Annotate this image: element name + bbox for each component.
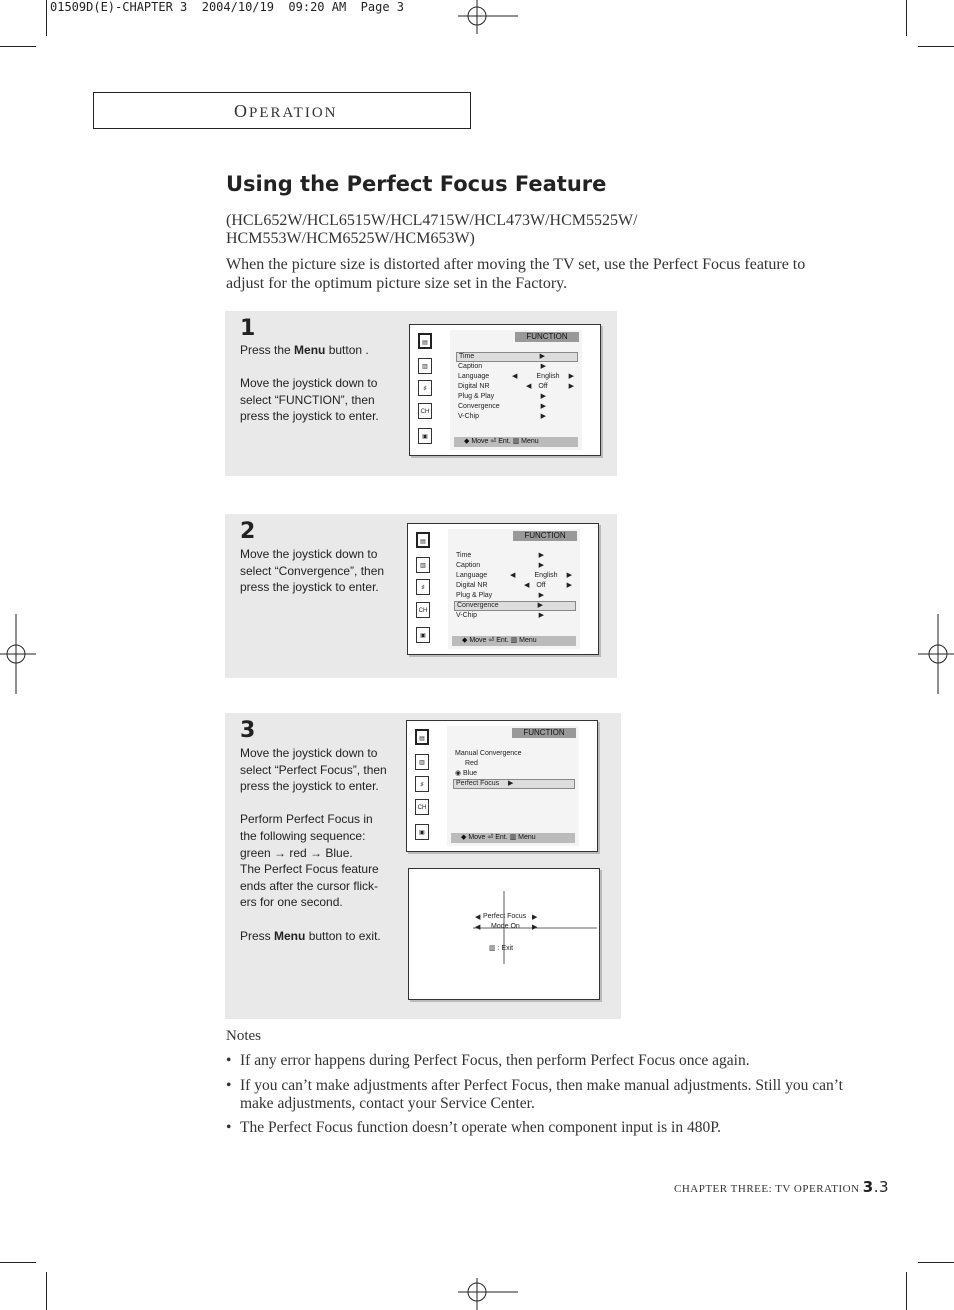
- menu-item: [454, 571, 576, 581]
- arrow-right-icon: ▶: [539, 353, 545, 360]
- crop-mark: [906, 1272, 907, 1310]
- arrow-right-icon: ▶: [538, 612, 544, 619]
- channel-icon: CH: [418, 403, 432, 419]
- sound-icon: ▥: [416, 557, 430, 573]
- menu-item-label: Convergence: [458, 403, 500, 410]
- registration-mark-right: [918, 614, 954, 694]
- antenna-icon: ♯: [415, 776, 429, 792]
- menu-item: [456, 382, 578, 392]
- setup-icon: ▣: [416, 627, 430, 643]
- setup-icon: ▣: [415, 824, 429, 840]
- antenna-icon: ♯: [416, 579, 430, 595]
- step-3-menu-screen: [406, 720, 598, 852]
- page-title: Using the Perfect Focus Feature: [226, 172, 607, 196]
- note-item: [226, 1052, 856, 1070]
- menu-title: FUNCTION: [512, 728, 576, 738]
- menu-item-label: Caption: [458, 363, 483, 370]
- menu-item-label: Plug & Play: [458, 393, 495, 400]
- arrow-right-icon: ▶: [540, 403, 546, 410]
- step-2-text: Move the joystick down to select “Convergence”, then press the joystick to enter.: [240, 547, 385, 595]
- step-1-text-b: button .: [325, 343, 369, 357]
- menu-item: [453, 769, 575, 779]
- crop-mark: [0, 1262, 36, 1263]
- note-text: If you can’t make adjustments after Perfect Focus, then make manual adjustments. Still you can’t make adjustments, contact your Service Center.: [240, 1077, 843, 1112]
- menu-item-value: English: [534, 572, 558, 579]
- menu-hint-bar: ◆ Move ⏎ Ent. ▥ Menu: [451, 833, 575, 843]
- menu-heading: [453, 749, 575, 759]
- page-number-minor: .3: [873, 1178, 890, 1196]
- step-3-text-b: Perform Perfect Focus in the following sequence: green → red → Blue.: [240, 812, 373, 860]
- crosshair-graphic: [409, 869, 599, 999]
- page-number-major: 3: [862, 1178, 874, 1196]
- step-2-number: 2: [240, 519, 256, 544]
- arrow-left-icon: ◀: [510, 572, 516, 579]
- menu-item: [453, 779, 575, 789]
- step-3-text-c: The Perfect Focus feature ends after the cursor flick-ers for one second.: [240, 862, 379, 910]
- arrow-right-icon: ▶: [508, 780, 514, 787]
- arrow-left-icon: ◀: [524, 582, 530, 589]
- exit-hint: ▥ : Exit: [489, 945, 514, 952]
- arrow-right-icon: ▶: [566, 572, 572, 579]
- menu-item-label: Red: [465, 760, 478, 767]
- arrow-right-icon: ▶: [568, 383, 574, 390]
- menu-item-value: English: [536, 373, 560, 380]
- menu-item-label: Blue: [463, 770, 478, 777]
- step-2-menu-screen: [407, 523, 599, 655]
- step-1-menu-word: Menu: [294, 343, 326, 357]
- menu-item-value: Off: [536, 582, 546, 589]
- menu-item: [454, 591, 576, 601]
- intro-paragraph: When the picture size is distorted after moving the TV set, use the Perfect Focus feature to adjust for the optimum picture size set in the Factory.: [226, 256, 806, 292]
- menu-item-label: Time: [459, 353, 475, 360]
- crop-mark: [918, 1262, 954, 1263]
- section-label: [234, 101, 338, 122]
- sound-icon: ▥: [418, 358, 432, 374]
- notes-heading: Notes: [226, 1028, 261, 1044]
- note-text: If any error happens during Perfect Focus, then perform Perfect Focus once again.: [240, 1052, 750, 1069]
- menu-title: FUNCTION: [515, 332, 579, 342]
- mode-on-label: Mode On: [491, 923, 520, 930]
- step-3-number: 3: [240, 718, 256, 743]
- menu-item: [453, 759, 575, 769]
- registration-mark-top: [458, 0, 518, 34]
- perfect-focus-screen: [408, 868, 600, 1000]
- menu-item: [456, 372, 578, 382]
- menu-item: [456, 362, 578, 372]
- crop-mark: [46, 1272, 47, 1310]
- menu-item-label: V-Chip: [458, 413, 480, 420]
- menu-item-value: Off: [538, 383, 548, 390]
- menu-item-label: V-Chip: [456, 612, 478, 619]
- registration-mark-left: [0, 614, 36, 694]
- menu-title: FUNCTION: [513, 531, 577, 541]
- note-item: [226, 1077, 856, 1113]
- menu-item-label: Language: [456, 572, 488, 579]
- menu-item-label: Perfect Focus: [456, 780, 500, 787]
- channel-icon: CH: [416, 602, 430, 618]
- print-code: 01509D(E)-CHAPTER 3 2004/10/19 09:20 AM Page 3: [50, 0, 405, 14]
- note-text: The Perfect Focus function doesn’t operate when component input is in 480P.: [240, 1119, 721, 1136]
- arrow-right-icon: ▶: [566, 582, 572, 589]
- menu-area: [447, 726, 579, 846]
- menu-item: [454, 601, 576, 611]
- bullet-icon: •: [226, 1119, 232, 1136]
- arrow-right-icon: ▶: [540, 363, 546, 370]
- perfect-focus-label: Perfect Focus: [483, 913, 527, 920]
- menu-item: [456, 352, 578, 362]
- bullet-icon: •: [226, 1077, 232, 1094]
- picture-icon: ▤: [415, 729, 429, 745]
- crop-mark: [46, 0, 47, 36]
- arrow-right-icon: ▶: [538, 562, 544, 569]
- step-1-text: [240, 342, 392, 425]
- crop-mark: [918, 46, 954, 47]
- registration-mark-bottom: [458, 1278, 518, 1310]
- step-1-text-c: Move the joystick down to select “FUNCTION”, then press the joystick to enter.: [240, 376, 379, 424]
- menu-heading-label: Manual Convergence: [455, 750, 522, 757]
- picture-icon: ▤: [418, 333, 432, 349]
- arrow-right-icon: ▶: [538, 552, 544, 559]
- section-label-rest: PERATION: [249, 105, 338, 121]
- arrow-right-icon: ▶: [540, 413, 546, 420]
- menu-item: [454, 561, 576, 571]
- menu-item: [456, 412, 578, 422]
- menu-area: [448, 529, 580, 649]
- arrow-left-icon: ◀: [475, 924, 481, 931]
- arrow-right-icon: ▶: [568, 373, 574, 380]
- step-3-text: [240, 745, 388, 944]
- section-label-initial: O: [234, 101, 249, 121]
- arrow-left-icon: ◀: [475, 914, 481, 921]
- arrow-left-icon: ◀: [526, 383, 532, 390]
- menu-hint-bar: ◆ Move ⏎ Ent. ▥ Menu: [452, 636, 576, 646]
- step-3-text-d-post: button to exit.: [305, 928, 381, 943]
- arrow-right-icon: ▶: [532, 914, 538, 921]
- step-3-text-a: Move the joystick down to select “Perfect Focus”, then press the joystick to enter.: [240, 746, 387, 794]
- note-item: [226, 1119, 856, 1137]
- menu-item: [456, 392, 578, 402]
- menu-item: [454, 551, 576, 561]
- menu-item: [456, 402, 578, 412]
- step-3-text-d-pre: Press: [240, 928, 275, 943]
- menu-item-label: Convergence: [457, 602, 499, 609]
- menu-item-label: Caption: [456, 562, 481, 569]
- menu-hint-bar: ◆ Move ⏎ Ent. ▥ Menu: [454, 437, 578, 447]
- step-1-text-a: Press the: [240, 343, 295, 357]
- step-1-number: 1: [240, 316, 256, 341]
- sound-icon: ▥: [415, 754, 429, 770]
- crop-mark: [906, 0, 907, 36]
- crop-mark: [0, 46, 36, 47]
- arrow-right-icon: ▶: [538, 592, 544, 599]
- chapter-label: CHAPTER THREE: TV OPERATION: [674, 1183, 860, 1195]
- arrow-left-icon: ◀: [512, 373, 518, 380]
- menu-item-label: Language: [458, 373, 490, 380]
- menu-item-label: Digital NR: [456, 582, 488, 589]
- arrow-right-icon: ▶: [540, 393, 546, 400]
- menu-item-label: Plug & Play: [456, 592, 493, 599]
- menu-item-label: Time: [456, 552, 472, 559]
- antenna-icon: ♯: [418, 380, 432, 396]
- menu-area: [450, 330, 582, 450]
- menu-item-label: Digital NR: [458, 383, 490, 390]
- radio-icon: ◉: [455, 770, 462, 777]
- picture-icon: ▤: [416, 532, 430, 548]
- channel-icon: CH: [415, 799, 429, 815]
- setup-icon: ▣: [418, 428, 432, 444]
- page-number: [863, 1178, 889, 1196]
- menu-item: [454, 611, 576, 621]
- step-3-menu-word: Menu: [274, 928, 306, 943]
- model-list: (HCL652W/HCL6515W/HCL4715W/HCL473W/HCM5525W/ HCM553W/HCM6525W/HCM653W): [226, 212, 638, 247]
- step-1-menu-screen: [409, 324, 601, 456]
- arrow-right-icon: ▶: [537, 602, 543, 609]
- page-footer: [674, 1178, 889, 1196]
- arrow-right-icon: ▶: [532, 924, 538, 931]
- bullet-icon: •: [226, 1052, 232, 1069]
- menu-item: [454, 581, 576, 591]
